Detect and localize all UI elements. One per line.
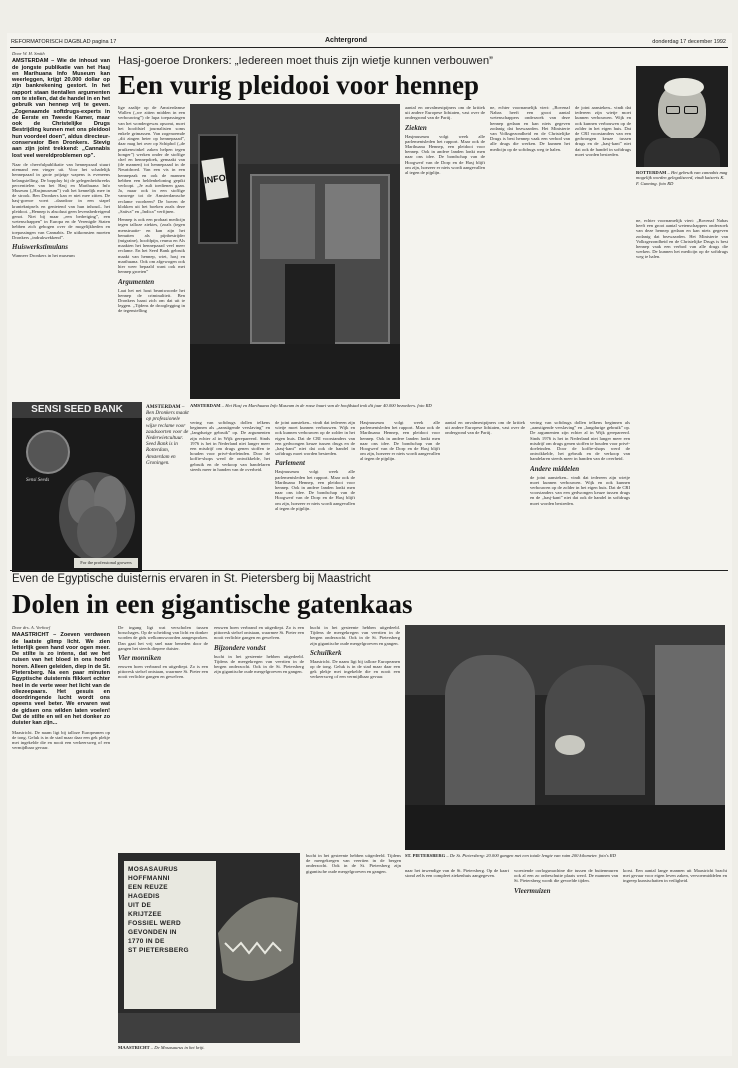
bottom-col2	[118, 625, 208, 847]
museum-photo	[190, 104, 400, 399]
sign-line: UIT DE	[128, 902, 152, 909]
bottom-col4	[310, 625, 400, 847]
top-col1-body: Naar de cheerfulpublikatie van hennepzaad stuurt niemand een vinger uit. Voor het schadelijk hennepzaad in grote prijzige wapens is eveneens belangstelling. De boppluy bij de gelegenheidsreeks percentielen van het Hasj en Marihuana Info Museum („Hasjmuseum”) valt het kennelijk mee in de strook. Ben Dronkers kan er niet mee zitten. De hasj-goeroe voert –daardoor in een stapel kranteknipsels en genietend van hun inhoud– het pleidooi. „Hennep is absoluut geen levensbedreigend genot. Niet bij maar „een bedreiging”, een wetenschappen” in Europa en de Verenigde Staten hebben zich gebogen over de mogelijkheden en toepassingen van Cannabis. De uitkomsten moeten Dronkers „indrukwekkend”.	[12, 161, 110, 240]
top-subhead-parlement: Parlement	[275, 459, 305, 468]
top-kicker: Hasj-goeroe Dronkers: „Iedereen moet thuis zijn wietje kunnen verbouwen”	[118, 55, 493, 67]
top-lead-column	[12, 51, 110, 399]
bottom-col5	[306, 853, 401, 1053]
cave-photo	[405, 625, 725, 850]
top-col-b5	[530, 420, 630, 565]
top-col-b3	[360, 420, 440, 565]
bottom-subhead-bijzondere: Bijzondere vondst	[214, 643, 266, 652]
top-col1-tail: Wanneer Dronkers in het museum	[12, 253, 75, 258]
sign-line: GEVONDEN IN	[128, 929, 177, 936]
article-divider	[10, 570, 728, 571]
bottom-col3-text: eeuwen hoen verbrand en uitgediept. Zo is een pittoresk stelsel ontstaan, waarmee St. Pieter een nooit verlichte gangen en gewelven.	[214, 625, 304, 641]
bottom-col6-text: naar het inwendige van de St. Pietersberg. Op de kaart stond zelfs een compleet ziekenhuis aangegeven.	[405, 868, 509, 879]
top-col6	[636, 218, 728, 563]
masthead-center: Achtergrond	[325, 37, 367, 44]
top-col3-text: aantal en onvalmestpijners om de kritiek uit andere Europese lidstaten, vast over de ondergrond van de Partij.	[405, 105, 485, 121]
cave-caption: ST. PIETERSBERG – De St. Pietersberg: 20.000 gangen met een totale lengte van ruim 200 kilometer. foto's RD	[405, 853, 616, 858]
bottom-col7-text: woestende oorlogsmachine die tussen de buitenmuren ook al een zo onbeschutte plaats werd. De mannen van St. Pietersberg wordt die gevoelde tijden.	[514, 868, 618, 884]
masthead-rule	[10, 47, 728, 48]
top-byline: Door W. H. Smith	[12, 51, 45, 56]
top-col2	[118, 105, 185, 395]
top-col-b5-text2: de joint aansteken– vindt dat iedereen zijn wietje moet kunnen verbouwen. Wijk en ook kunnen verbouwen op de zolder in het eigen huis. Dat de CRI voorstanders van een gedwongen keuze tussen drugs en de „hasj-kant” niet dat ook de handel in softdrugs moet worden bestreden.	[530, 474, 630, 506]
top-col5	[575, 105, 631, 400]
masthead-right: donderdag 17 december 1992	[652, 39, 726, 45]
top-col-b5-text: vering van softdrugs dollen telkens beginnen als „aanstigende verslaving” en „langdurige gebruik” op. De argumenten zijn echter al in Wijk gerepareerd. Sinds 1976 is het in Nederland niet langer meer een misdrijf om drugs genen stoffen te houden voor privé-doeleinden. Door de koffie-shops werd de ontwikkelde, het gebruik en de verkoop van handelaren steeds meer in handen van de overheid.	[530, 420, 630, 462]
cave-caption-text: De St. Pietersberg: 20.000 gangen met een totale lengte van ruim 200 kilometer.	[449, 853, 598, 858]
top-col3-text2: Hasjmuseum volgt week alle parlementsleden het rapport. Maar ook de Marihuana Hennep, een pleidooi voor hennep. Ook in andere landen lonkt men naar ons idee. De bondschap van de Hoogwerf van de Dorp en de Hasj blijft om zijn, hoezeer er niets wordt aangevallen al tegen de pijplijn.	[405, 133, 485, 176]
bottom-col8-text: korst. Een aantal lange mannen uit Maastricht bracht met gevaar voor eigen leven zaken, vervoermiddelen en ingreep kunstschatten in veiligheid.	[623, 868, 727, 884]
bottom-lead: MAASTRICHT – Zoeven verdween de laatste glimp licht. We zien letterlijk geen hand voor ogen meer. De stilte is zo intens, dat we het ruisen van het bloed in ons hoofd horen. Alleen geleiden, diep in de St. Pietersberg. Na een paar minuten Egyptische duisternis flikkert echter heel in de verte weer het licht van de oliezeepaars. Het gesuis en doordringende lucht wordt ons opeens veel beter. We ervaren wat de gidsen ons wilden laten voelen! Dat de stilte en wil en het donker zo duister kan zijn...	[12, 632, 110, 727]
bottom-subhead-schuilkerk: Schuilkerk	[310, 648, 342, 657]
portrait-caption: ROTTERDAM – Het gebruik van cannabis mag mogelijk worden gelegaliseerd, vindt kaiseris K. F. Gunning. foto RD	[636, 170, 728, 186]
sensi-caption: AMSTERDAM – Ben Dronkers maakt op professionele wijze reclame voor zaadsoorten voor de Nederwietcultuur. Seed Bank is in Rotterdam, Amsterdam en Groningen.	[146, 404, 189, 466]
sensi-tagline: For the professional growers	[74, 558, 138, 568]
top-col-b4	[445, 420, 525, 565]
sign-line: HOFFMANNI	[128, 875, 170, 882]
lamp-light-icon	[555, 735, 585, 755]
bottom-col5-text: bucht in het gesteente hebben uitgedeeld. Tijdens de meegekregen van veertien in de bergen onderzocht. Ook in de St. Pietersberg zijn gigantische oude mergelgroeven en gangen.	[306, 853, 401, 874]
top-subhead-andere: Andere middelen	[530, 464, 580, 473]
portrait-credit: foto RD	[658, 180, 674, 186]
sign-line: EEN REUZE	[128, 884, 168, 891]
top-lead: AMSTERDAM – Wie de inhoud van de jongste publikatie van het Hasj en Marihuana Info Museum kan weerleggen, krijgt 20.000 dollar op zijn bankrekening gestort. In het rapport staan tientallen argumenten om te stellen, dat de handel in en het gebruik van hennep vrij te geven. „Zogenaamde softdrugs-experts in de Eerste en Tweede Kamer, maar ook de Christelijke Drugs Bestrijding kunnen met ons pleidooi hun voordeel doen”, aldus directeur-conservator Ben Dronkers. Stevig aan zijn joint trekkend: „Cannabis lost veel wereldproblemen op”.	[12, 58, 110, 159]
top-col-b2	[275, 420, 355, 565]
portrait-caption-label: ROTTERDAM	[636, 170, 667, 175]
bottom-byline: Door drs. A. Verhoef	[12, 625, 50, 630]
top-col1-subhead: Huiswerkstimulans	[12, 243, 69, 251]
sensi-caption-text: Ben Dronkers maakt op professionele wijze reclame voor zaadsoorten voor de Nederwietcultuur. Seed Bank is in Rotterdam, Amsterdam en Groningen.	[146, 410, 189, 466]
mosasaurus-caption: MAASTRICHT – De Mosasaurus in het krijt.	[118, 1045, 205, 1050]
mosasaurus-caption-label: MAASTRICHT	[118, 1045, 150, 1050]
top-subhead-ziekten: Ziekten	[405, 123, 427, 132]
top-col4	[490, 105, 570, 400]
bottom-col6	[405, 868, 509, 1053]
top-col2-subhead: Argumenten	[118, 277, 155, 286]
bottom-headline: Dolen in een gigantische gatenkaas	[12, 589, 413, 619]
bottom-col2-text: De ingang ligt wat verscholen tussen bosschages. Op de scheiding van licht en donker worden de gids welkomswoorden aangesproken. Dan gaat het vrij snel naar beneden door de gangen het steeds diepere duister.	[118, 625, 208, 651]
bottom-col2-text2: eeuwen hoen verbrand en uitgediept. Zo is een pittoresk stelsel ontstaan, waarmee St. Pieter een nooit verlichte gangen en gewelven.	[118, 664, 208, 680]
top-col-b3-text: Hasjmuseum volgt week alle parlementsleden het rapport. Maar ook de Marihuana Hennep, een pleidooi voor hennep. Ook in andere landen lonkt men naar ons idee. De bondschap van de Hoogwerf van de Dorp en de Hasj blijft om zijn, hoezeer er niets wordt aangevallen al tegen de pijplijn.	[360, 420, 440, 462]
sign-line: ST PIETERSBERG	[128, 947, 189, 954]
top-col-b1-text: vering van softdrugs dollen telkens beginnen als „aanstigende verslaving” en „langdurige gebruik” op. De argumenten zijn echter al in Wijk gerepareerd. Sinds 1976 is het in Nederland niet langer meer een misdrijf om drugs genen stoffen te houden voor privé-doeleinden. Door de koffie-shops werd de ontwikkelde, het gebruik en de verkoop van handelaren steeds meer in handen van de overheid.	[190, 420, 270, 472]
mosasaurus-sign	[124, 861, 216, 1009]
mosasaurus-jaw-illustration	[213, 873, 300, 1023]
top-col3	[405, 105, 485, 400]
top-col-b2-text: de joint aansteken– vindt dat iedereen zijn wietje moet kunnen verbouwen. Wijk en ook kunnen verbouwen op de zolder in het eigen huis. Dat de CRI voorstanders van een gedwongen keuze tussen drugs en de „hasj-kant” niet dat ook de handel in softdrugs moet worden bestreden.	[275, 420, 355, 457]
mosasaurus-caption-text: De Mosasaurus in het krijt.	[154, 1045, 205, 1050]
museum-photo-credit: foto RD	[417, 403, 432, 408]
top-col2-text: lige zaaltje op de Amsterdamse Wallen („we zitten midden in een verbouwing”) de lupa toepassingen van het wondergewas opsomt, moet het hoofdstel journalisten soms enkele grimassen. Van zogenoemde „dit zingen heter op hennepzaad”, daar mag het over op Schiphol („de pruikenwinkel zaken helpen tegen honger”) werken onder de stoffige chef en hennepdoek, gemaakt van (de mannen) tot hennepzaad in de Neuridroed. Van een vis in een hennepzak en ook de mannen hebben een heldenbeloning gepikt verloopt. „Je zult toedienen gaan. Ja, maar ook in een stoffige vanwege tot de Amsterdamsche reclame voorheen? De boven de klokken uit het boeken zoals deze „Sativa” en „Indica” verfijnen.	[118, 105, 185, 215]
bottom-col8	[623, 868, 727, 1053]
bottom-col3	[214, 625, 304, 847]
sensi-seed-photo	[12, 402, 142, 572]
mosasaurus-photo	[118, 853, 300, 1043]
museum-photo-caption: AMSTERDAM – Het Hasj en Marihuana Info Museum in de rosse buurt van de hoofdstad trok dit jaar 40.000 bezoekers. foto RD	[190, 403, 432, 408]
cave-photo-credit: foto's RD	[598, 853, 616, 858]
bottom-col4-text2: Maastricht. De naam ligt bij talloze Europeanen op de tong. Geluk is in de stad maar daar een gek plekje met ingekelde die en nooit een verkeersweg of een vermijdbaar gevaar.	[310, 658, 400, 680]
museum-caption-text: Het Hasj en Marihuana Info Museum in de rosse buurt van de hoofdstad trok dit jaar 40.000 bezoekers.	[225, 403, 417, 408]
top-col2-tail: Laat het net hout beantwoorde het hennep de criminaliteit. Ben Dronkers haast zich om dat uit te leggen. „Tijdens de drooglegging in de tegenstelling	[118, 287, 185, 314]
sensi-caption-label: AMSTERDAM	[146, 404, 181, 410]
bottom-col7	[514, 868, 618, 1053]
glasses-icon	[666, 106, 680, 114]
top-col4-text: ne, echter voornamelijk viert: „Bovenaf Nabas heeft een groot aantal wetenschappers onderzoek van deze hennep gedaan en kan niets gegeven zodanig dat bezwaarden. Het Ministerie van Volksgezondheid en de Christelijke Drugs is best hennep vaak een verbod van alle drugs die werken. De kunnen het medicijn op de softdrugs weg te halen.	[490, 105, 570, 152]
masthead-left: REFORMATORISCH DAGBLAD pagina 17	[11, 39, 117, 45]
sensi-logo-text: Sensi Seeds	[26, 478, 50, 483]
bottom-kicker: Even de Egyptische duisternis ervaren in St. Pietersberg bij Maastricht	[12, 573, 371, 585]
bottom-subhead-vleermuizen: Vleermuizen	[514, 886, 551, 895]
top-col6-text: ne, echter voornamelijk viert: „Bovenaf Nabas heeft een groot aantal wetenschappers onderzoek van deze hennep gedaan en kan niets gegeven zodanig dat bezwaarden. Het Ministerie van Volksgezondheid en de Christelijke Drugs is best hennep vaak een verbod van alle drugs die werken. De kunnen het medicijn op de softdrugs weg te halen.	[636, 218, 728, 260]
top-col-b4-text: aantal en onvalmestpijners om de kritiek uit andere Europese lidstaten, vast over de ondergrond van de Partij.	[445, 420, 525, 436]
sign-line: FOSSIEL WERD	[128, 920, 181, 927]
sign-line: KRIJTZEE	[128, 911, 162, 918]
portrait-caption-text: Het gebruik van cannabis mag mogelijk worden gelegaliseerd, vindt kaiseris K. F. Gunning.	[636, 170, 728, 186]
top-col-b2-text2: Hasjmuseum volgt week alle parlementsleden het rapport. Maar ook de Marihuana Hennep, een pleidooi voor hennep. Ook in andere landen lonkt men naar ons idee. De bondschap van de Hoogwerf van de Dorp en de Hasj blijft om zijn, hoezeer er niets wordt aangevallen al tegen de pijplijn.	[275, 469, 355, 511]
cave-caption-label: ST. PIETERSBERG	[405, 853, 446, 858]
info-sign: INFO	[201, 158, 228, 201]
bottom-subhead-viermonniken: Vier monniken	[118, 654, 161, 663]
bottom-lead-column	[12, 625, 110, 1050]
sign-line: HAGEDIS	[128, 893, 160, 900]
top-col2-text2: Hennep is ook een probaat medicijn tegen talloze ziektes, (zoals (tegen menstruatie- en kan zijn het benutten als pijnbestrijder (migraine), hoofdpijn, reuma en Als maakten het hennepzaad veel meer reclame. En het Seed Bank gebruik maakt van hennep, wiet, hasj en marihuana. Ook om afgewogen ook hier weer bepaald want ook met hennep groeien”	[118, 217, 185, 275]
top-col-b1	[190, 420, 270, 565]
bottom-col1-text: Maastricht. De naam ligt bij talloze Europeanen op de tong. Geluk is in de stad maar daar een gek plekje met ingekelde die en nooit een verkeersweg of een vermijdbaar gevaar.	[12, 729, 110, 751]
museum-caption-label: AMSTERDAM	[190, 403, 221, 408]
gunning-portrait	[636, 66, 728, 167]
sensi-banner: SENSI SEED BANK	[12, 402, 142, 418]
sign-line: MOSASAURUS	[128, 866, 178, 873]
bottom-col4-text: bucht in het gesteente hebben uitgedeeld. Tijdens de meegekregen van veertien in de bergen onderzocht. Ook in de St. Pietersberg zijn gigantische oude mergelgroeven en gangen.	[310, 625, 400, 646]
top-headline: Een vurig pleidooi voor hennep	[118, 70, 480, 100]
cannabis-plant-illustration	[52, 462, 142, 572]
sign-line: 1770 IN DE	[128, 938, 165, 945]
bottom-col3-text2: bucht in het gesteente hebben uitgedeeld. Tijdens de meegekregen van veertien in de bergen onderzocht. Ook in de St. Pietersberg zijn gigantische oude mergelgroeven en gangen.	[214, 653, 304, 675]
top-col5-text: de joint aansteken– vindt dat iedereen zijn wietje moet kunnen verbouwen. Wijk en ook kunnen verbouwen op de zolder in het eigen huis. Dat de CRI voorstanders van een gedwongen keuze tussen drugs en de „hasj-kant” niet dat ook de handel in softdrugs moet worden bestreden.	[575, 105, 631, 157]
